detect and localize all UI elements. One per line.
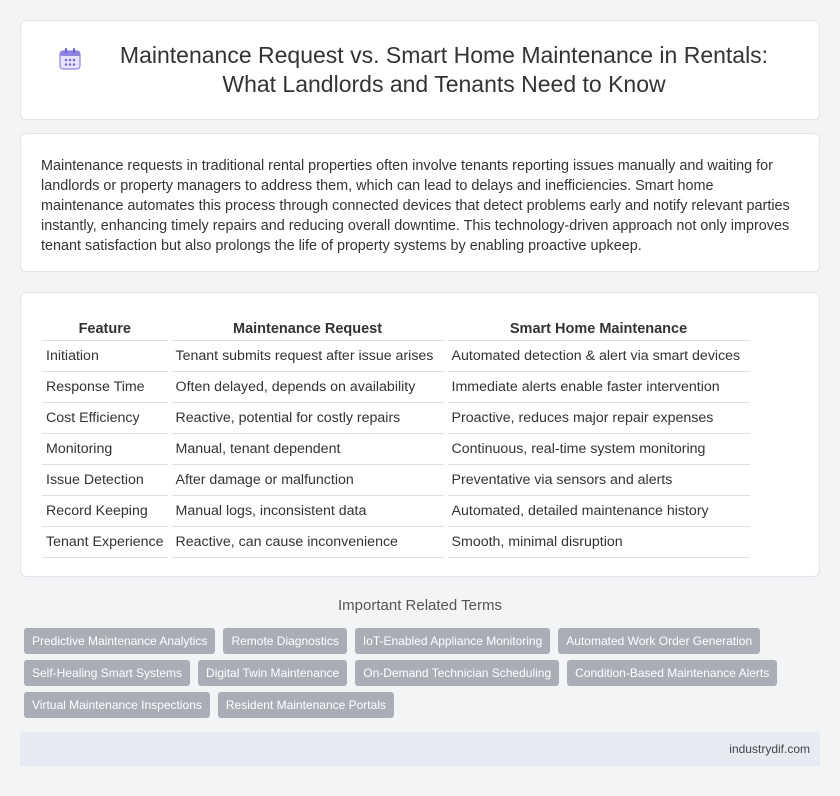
maintenance-request-cell: Reactive, potential for costly repairs — [172, 403, 444, 434]
table-row — [42, 372, 750, 403]
feature-cell: Response Time — [42, 372, 168, 403]
smart-home-cell: Smooth, minimal disruption — [448, 527, 750, 558]
comparison-table — [38, 315, 754, 558]
table-row — [42, 434, 750, 465]
calendar-icon — [56, 45, 84, 73]
page-title: Maintenance Request vs. Smart Home Maintenance in Rentals: What Landlords and Tenants Need to Know — [119, 42, 769, 97]
maintenance-request-cell: Often delayed, depends on availability — [172, 372, 444, 403]
maintenance-request-cell: After damage or malfunction — [172, 465, 444, 496]
related-term-tag[interactable]: IoT-Enabled Appliance Monitoring — [355, 628, 550, 654]
feature-cell: Cost Efficiency — [42, 403, 168, 434]
header-card — [20, 20, 820, 120]
related-term-tag[interactable]: Self-Healing Smart Systems — [24, 660, 190, 686]
table-header-row — [42, 315, 750, 341]
related-terms-list — [20, 628, 820, 718]
related-term-tag[interactable]: Resident Maintenance Portals — [218, 692, 394, 718]
related-term-tag[interactable]: Automated Work Order Generation — [558, 628, 760, 654]
table-row — [42, 403, 750, 434]
intro-paragraph: Maintenance requests in traditional rental properties often involve tenants reporting issues manually and waiting for landlords or property managers to address them, which can lead to delays and inefficiencies. Smart home maintenance automates this process through connected devices that detect problems early and notify relevant parties instantly, enhancing timely repairs and reducing overall downtime. This technology-driven approach not only improves tenant satisfaction but also prolongs the life of property systems by enabling proactive upkeep. — [41, 158, 790, 254]
header-smart-home-maintenance: Smart Home Maintenance — [448, 315, 750, 341]
footer-site-link[interactable]: industrydif.com — [729, 742, 810, 756]
comparison-card — [20, 292, 820, 577]
header-feature: Feature — [42, 315, 168, 341]
related-term-tag[interactable]: Predictive Maintenance Analytics — [24, 628, 215, 654]
maintenance-request-cell: Manual, tenant dependent — [172, 434, 444, 465]
table-row — [42, 465, 750, 496]
smart-home-cell: Proactive, reduces major repair expenses — [448, 403, 750, 434]
intro-card — [20, 133, 820, 272]
feature-cell: Monitoring — [42, 434, 168, 465]
related-term-tag[interactable]: Virtual Maintenance Inspections — [24, 692, 210, 718]
smart-home-cell: Preventative via sensors and alerts — [448, 465, 750, 496]
related-term-tag[interactable]: Condition-Based Maintenance Alerts — [567, 660, 777, 686]
maintenance-request-cell: Tenant submits request after issue arises — [172, 341, 444, 372]
table-row — [42, 527, 750, 558]
smart-home-cell: Immediate alerts enable faster intervention — [448, 372, 750, 403]
related-term-tag[interactable]: Remote Diagnostics — [223, 628, 346, 654]
related-term-tag[interactable]: Digital Twin Maintenance — [198, 660, 347, 686]
smart-home-cell: Automated, detailed maintenance history — [448, 496, 750, 527]
footer — [20, 732, 820, 766]
table-row — [42, 496, 750, 527]
table-row — [42, 341, 750, 372]
smart-home-cell: Automated detection & alert via smart devices — [448, 341, 750, 372]
maintenance-request-cell: Manual logs, inconsistent data — [172, 496, 444, 527]
smart-home-cell: Continuous, real-time system monitoring — [448, 434, 750, 465]
maintenance-request-cell: Reactive, can cause inconvenience — [172, 527, 444, 558]
related-terms-title: Important Related Terms — [338, 597, 502, 614]
header-maintenance-request: Maintenance Request — [172, 315, 444, 341]
related-term-tag[interactable]: On-Demand Technician Scheduling — [355, 660, 559, 686]
feature-cell: Record Keeping — [42, 496, 168, 527]
feature-cell: Initiation — [42, 341, 168, 372]
feature-cell: Issue Detection — [42, 465, 168, 496]
feature-cell: Tenant Experience — [42, 527, 168, 558]
